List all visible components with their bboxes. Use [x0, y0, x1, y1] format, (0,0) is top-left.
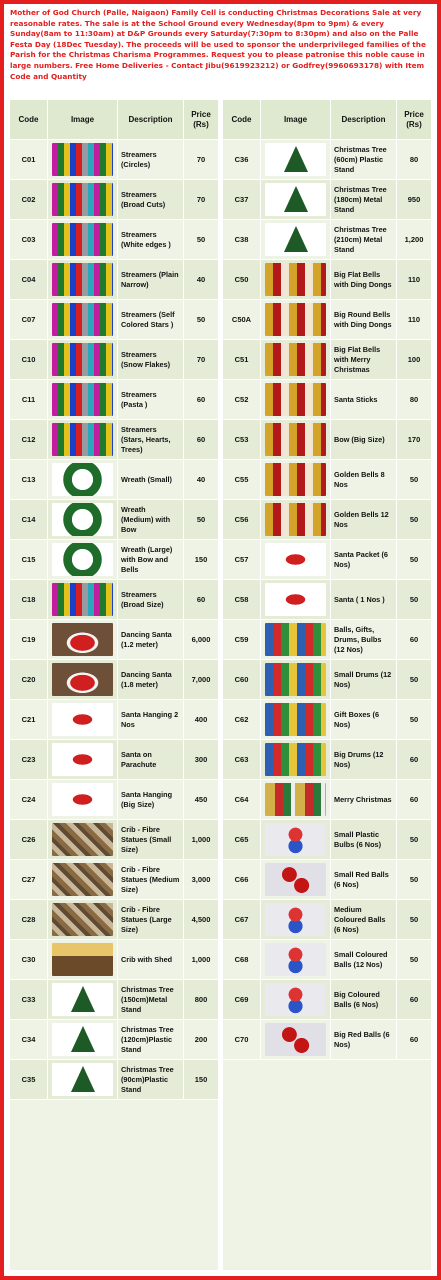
santa-image — [52, 663, 113, 696]
item-code: C55 — [223, 460, 261, 499]
item-description: Streamers (Self Colored Stars ) — [118, 300, 184, 339]
item-image-cell — [48, 300, 118, 339]
table-row — [10, 260, 218, 300]
hanging-santa-image — [52, 703, 113, 736]
item-code: C70 — [223, 1020, 261, 1059]
item-code: C02 — [10, 180, 48, 219]
wreath-image — [52, 503, 113, 536]
item-description: Golden Bells 8 Nos — [331, 460, 397, 499]
table-row — [10, 580, 218, 620]
item-price: 70 — [196, 355, 206, 364]
crib-image — [52, 823, 113, 856]
wreath-image — [52, 543, 113, 576]
santa-image — [52, 623, 113, 656]
item-image-cell — [261, 220, 331, 259]
item-price: 1,200 — [404, 235, 424, 244]
item-price: 50 — [409, 915, 419, 924]
item-code: C53 — [223, 420, 261, 459]
item-price: 4,500 — [191, 915, 211, 924]
table-row — [223, 420, 431, 460]
item-price: 450 — [194, 795, 208, 804]
item-code: C04 — [10, 260, 48, 299]
streamers-image — [52, 183, 113, 216]
item-image-cell — [48, 140, 118, 179]
item-code: C28 — [10, 900, 48, 939]
item-image-cell — [48, 780, 118, 819]
item-description: Crib with Shed — [118, 940, 184, 979]
item-price: 150 — [194, 555, 208, 564]
price-table-right — [223, 100, 431, 1270]
item-image-cell — [261, 380, 331, 419]
item-image-cell — [261, 660, 331, 699]
item-price: 400 — [194, 715, 208, 724]
item-image-cell — [48, 980, 118, 1019]
item-price: 40 — [196, 275, 206, 284]
streamers-image — [52, 263, 113, 296]
item-code: C24 — [10, 780, 48, 819]
header-description: Description — [331, 100, 397, 139]
item-price: 60 — [196, 595, 206, 604]
item-code: C58 — [223, 580, 261, 619]
item-price: 300 — [194, 755, 208, 764]
item-price: 50 — [196, 235, 206, 244]
item-description: Christmas Tree (90cm)Plastic Stand — [118, 1060, 184, 1099]
item-price: 800 — [194, 995, 208, 1004]
table-row — [223, 860, 431, 900]
item-description: Streamers (Broad Cuts) — [118, 180, 184, 219]
item-price: 50 — [409, 475, 419, 484]
table-row — [223, 220, 431, 260]
item-code: C35 — [10, 1060, 48, 1099]
table-row — [10, 780, 218, 820]
item-code: C59 — [223, 620, 261, 659]
red-balls-image — [265, 863, 326, 896]
item-image-cell — [261, 940, 331, 979]
item-code: C51 — [223, 340, 261, 379]
table-row — [10, 340, 218, 380]
item-description: Merry Christmas — [331, 780, 397, 819]
item-price: 110 — [407, 275, 421, 284]
table-row — [223, 340, 431, 380]
item-price: 50 — [409, 835, 419, 844]
item-description: Streamers (Broad Size) — [118, 580, 184, 619]
item-description: Small Coloured Balls (12 Nos) — [331, 940, 397, 979]
bells-image — [265, 343, 326, 376]
item-description: Big Coloured Balls (6 Nos) — [331, 980, 397, 1019]
table-row — [10, 500, 218, 540]
hanging-santa-image — [52, 743, 113, 776]
item-description: Santa on Parachute — [118, 740, 184, 779]
table-row — [10, 540, 218, 580]
table-row — [10, 700, 218, 740]
balls-image — [265, 903, 326, 936]
item-price: 3,000 — [191, 875, 211, 884]
table-row — [10, 940, 218, 980]
gift-box-image — [265, 663, 326, 696]
item-price: 60 — [409, 635, 419, 644]
item-code: C14 — [10, 500, 48, 539]
table-row — [223, 1020, 431, 1060]
table-row — [223, 940, 431, 980]
item-code: C52 — [223, 380, 261, 419]
item-price: 60 — [196, 435, 206, 444]
header-code: Code — [223, 100, 261, 139]
table-row — [10, 300, 218, 340]
christmas-tree-image — [265, 223, 326, 256]
item-price: 170 — [407, 435, 421, 444]
item-image-cell — [261, 700, 331, 739]
item-price: 50 — [409, 515, 419, 524]
item-code: C62 — [223, 700, 261, 739]
item-code: C23 — [10, 740, 48, 779]
hanging-santa-image — [265, 583, 326, 616]
table-row — [10, 980, 218, 1020]
item-description: Christmas Tree (180cm) Metal Stand — [331, 180, 397, 219]
item-code: C66 — [223, 860, 261, 899]
table-row — [10, 660, 218, 700]
item-description: Medium Coloured Balls (6 Nos) — [331, 900, 397, 939]
item-image-cell — [48, 900, 118, 939]
item-image-cell — [261, 580, 331, 619]
item-description: Big Round Bells with Ding Dongs — [331, 300, 397, 339]
crib-image — [52, 863, 113, 896]
item-price: 70 — [196, 195, 206, 204]
table-row — [10, 900, 218, 940]
wreath-image — [52, 463, 113, 496]
item-description: Dancing Santa (1.8 meter) — [118, 660, 184, 699]
item-price: 50 — [196, 515, 206, 524]
item-description: Big Flat Bells with Merry Christmas — [331, 340, 397, 379]
item-price: 60 — [409, 795, 419, 804]
balls-image — [265, 823, 326, 856]
item-image-cell — [48, 940, 118, 979]
sale-notice: Mother of God Church (Palle, Naigaon) Family Cell is conducting Christmas Decorations Sale at very reasonable rates. The sale is at the School Ground every Wednesday(8pm to 9pm) & every Sunday(8am to 11:30am) at D&P Grounds every Saturday(7:30pm to 8:30pm) and also on the Palle Festa Day (18Dec Tuesday). The proceeds will be used to sponsor the underprivileged families of the Parish for the Christmas Charisma Programmes. Request you to please patronise this noble cause in large numbers. Free Home Deliveries - Contact Jibu(9619923212) or Godfrey(9960693178) with Item Code and Quantity — [10, 8, 426, 81]
item-description: Balls, Gifts, Drums, Bulbs (12 Nos) — [331, 620, 397, 659]
item-code: C21 — [10, 700, 48, 739]
item-description: Santa Sticks — [331, 380, 397, 419]
item-image-cell — [48, 340, 118, 379]
merry-christmas-image — [265, 783, 326, 816]
bells-image — [265, 303, 326, 336]
crib-shed-image — [52, 943, 113, 976]
item-description: Small Drums (12 Nos) — [331, 660, 397, 699]
item-price: 60 — [196, 395, 206, 404]
table-row — [10, 140, 218, 180]
item-image-cell — [261, 820, 331, 859]
item-description: Big Red Balls (6 Nos) — [331, 1020, 397, 1059]
table-row — [223, 580, 431, 620]
item-price: 50 — [409, 875, 419, 884]
item-code: C11 — [10, 380, 48, 419]
item-price: 1,000 — [191, 955, 211, 964]
item-description: Santa Packet (6 Nos) — [331, 540, 397, 579]
table-row — [10, 1060, 218, 1100]
item-description: Wreath (Medium) with Bow — [118, 500, 184, 539]
item-image-cell — [48, 620, 118, 659]
table-row — [223, 500, 431, 540]
item-image-cell — [261, 780, 331, 819]
item-code: C67 — [223, 900, 261, 939]
item-code: C50 — [223, 260, 261, 299]
table-row — [223, 180, 431, 220]
item-image-cell — [48, 540, 118, 579]
item-description: Small Red Balls (6 Nos) — [331, 860, 397, 899]
table-row — [223, 980, 431, 1020]
rows-left — [10, 140, 218, 1100]
item-image-cell — [261, 140, 331, 179]
item-description: Dancing Santa (1.2 meter) — [118, 620, 184, 659]
streamers-image — [52, 423, 113, 456]
hanging-santa-image — [52, 783, 113, 816]
bells-image — [265, 263, 326, 296]
table-row — [10, 180, 218, 220]
item-description: Streamers (Plain Narrow) — [118, 260, 184, 299]
item-code: C50A — [223, 300, 261, 339]
item-code: C69 — [223, 980, 261, 1019]
streamers-image — [52, 223, 113, 256]
item-image-cell — [261, 1020, 331, 1059]
header-image: Image — [261, 100, 331, 139]
item-price: 6,000 — [191, 635, 211, 644]
item-code: C38 — [223, 220, 261, 259]
item-image-cell — [48, 1020, 118, 1059]
item-image-cell — [261, 980, 331, 1019]
item-code: C10 — [10, 340, 48, 379]
item-price: 200 — [194, 1035, 208, 1044]
christmas-tree-image — [265, 143, 326, 176]
crib-image — [52, 903, 113, 936]
item-price: 80 — [409, 395, 419, 404]
item-price: 1,000 — [191, 835, 211, 844]
item-image-cell — [261, 500, 331, 539]
item-code: C63 — [223, 740, 261, 779]
item-code: C60 — [223, 660, 261, 699]
item-code: C03 — [10, 220, 48, 259]
item-description: Streamers (Snow Flakes) — [118, 340, 184, 379]
item-image-cell — [261, 740, 331, 779]
item-price: 100 — [407, 355, 421, 364]
item-code: C07 — [10, 300, 48, 339]
item-image-cell — [48, 820, 118, 859]
table-row — [10, 420, 218, 460]
item-description: Christmas Tree (210cm) Metal Stand — [331, 220, 397, 259]
item-price: 50 — [409, 555, 419, 564]
bells-image — [265, 463, 326, 496]
item-description: Streamers (Stars, Hearts, Trees) — [118, 420, 184, 459]
item-description: Golden Bells 12 Nos — [331, 500, 397, 539]
red-balls-image — [265, 1023, 326, 1056]
streamers-image — [52, 583, 113, 616]
item-description: Crib - Fibre Statues (Small Size) — [118, 820, 184, 859]
gift-box-image — [265, 703, 326, 736]
item-code: C18 — [10, 580, 48, 619]
item-price: 110 — [407, 315, 421, 324]
table-row — [223, 660, 431, 700]
item-description: Santa Hanging (Big Size) — [118, 780, 184, 819]
item-code: C34 — [10, 1020, 48, 1059]
item-description: Streamers (White edges ) — [118, 220, 184, 259]
item-description: Streamers (Circles) — [118, 140, 184, 179]
item-description: Big Flat Bells with Ding Dongs — [331, 260, 397, 299]
table-row — [223, 740, 431, 780]
table-row — [223, 460, 431, 500]
item-code: C01 — [10, 140, 48, 179]
table-header-right — [223, 100, 431, 140]
christmas-tree-image — [52, 1063, 113, 1096]
item-code: C33 — [10, 980, 48, 1019]
item-image-cell — [261, 620, 331, 659]
table-row — [10, 860, 218, 900]
header-price: Price (Rs) — [191, 109, 211, 129]
item-image-cell — [261, 340, 331, 379]
item-image-cell — [261, 860, 331, 899]
gift-box-image — [265, 623, 326, 656]
header-price: Price (Rs) — [404, 109, 424, 129]
item-image-cell — [261, 460, 331, 499]
item-code: C20 — [10, 660, 48, 699]
rows-right — [223, 140, 431, 1060]
table-row — [10, 740, 218, 780]
item-price: 50 — [409, 715, 419, 724]
item-price: 70 — [196, 155, 206, 164]
item-code: C65 — [223, 820, 261, 859]
item-description: Christmas Tree (60cm) Plastic Stand — [331, 140, 397, 179]
item-price: 40 — [196, 475, 206, 484]
item-image-cell — [261, 900, 331, 939]
gift-box-image — [265, 743, 326, 776]
item-image-cell — [261, 260, 331, 299]
table-row — [223, 620, 431, 660]
table-row — [223, 900, 431, 940]
item-image-cell — [48, 700, 118, 739]
table-row — [10, 220, 218, 260]
item-price: 150 — [194, 1075, 208, 1084]
item-code: C36 — [223, 140, 261, 179]
item-code: C12 — [10, 420, 48, 459]
hanging-santa-image — [265, 543, 326, 576]
table-row — [223, 700, 431, 740]
item-image-cell — [48, 260, 118, 299]
item-code: C13 — [10, 460, 48, 499]
bells-image — [265, 423, 326, 456]
item-price: 60 — [409, 995, 419, 1004]
item-description: Bow (Big Size) — [331, 420, 397, 459]
item-code: C27 — [10, 860, 48, 899]
streamers-image — [52, 303, 113, 336]
item-description: Big Drums (12 Nos) — [331, 740, 397, 779]
item-code: C68 — [223, 940, 261, 979]
table-row — [10, 460, 218, 500]
item-image-cell — [48, 580, 118, 619]
item-price: 50 — [409, 675, 419, 684]
streamers-image — [52, 343, 113, 376]
table-row — [10, 620, 218, 660]
item-description: Wreath (Small) — [118, 460, 184, 499]
bells-image — [265, 383, 326, 416]
item-image-cell — [261, 180, 331, 219]
item-price: 60 — [409, 1035, 419, 1044]
item-description: Santa Hanging 2 Nos — [118, 700, 184, 739]
item-description: Wreath (Large) with Bow and Bells — [118, 540, 184, 579]
item-code: C64 — [223, 780, 261, 819]
header-code: Code — [10, 100, 48, 139]
item-code: C30 — [10, 940, 48, 979]
christmas-tree-image — [265, 183, 326, 216]
balls-image — [265, 983, 326, 1016]
item-description: Gift Boxes (6 Nos) — [331, 700, 397, 739]
item-description: Small Plastic Bulbs (6 Nos) — [331, 820, 397, 859]
item-price: 80 — [409, 155, 419, 164]
table-row — [10, 380, 218, 420]
item-image-cell — [48, 380, 118, 419]
item-price: 50 — [409, 595, 419, 604]
item-image-cell — [48, 1060, 118, 1099]
christmas-tree-image — [52, 983, 113, 1016]
christmas-tree-image — [52, 1023, 113, 1056]
item-price: 50 — [409, 955, 419, 964]
item-image-cell — [48, 220, 118, 259]
item-price: 60 — [409, 755, 419, 764]
price-table-left — [10, 100, 218, 1270]
item-code: C15 — [10, 540, 48, 579]
item-description: Christmas Tree (150cm)Metal Stand — [118, 980, 184, 1019]
table-row — [223, 380, 431, 420]
item-description: Streamers (Pasta ) — [118, 380, 184, 419]
item-price: 50 — [196, 315, 206, 324]
item-code: C57 — [223, 540, 261, 579]
item-code: C19 — [10, 620, 48, 659]
table-row — [10, 1020, 218, 1060]
table-row — [223, 260, 431, 300]
item-description: Christmas Tree (120cm)Plastic Stand — [118, 1020, 184, 1059]
table-row — [223, 780, 431, 820]
item-image-cell — [48, 500, 118, 539]
header-image: Image — [48, 100, 118, 139]
header-description: Description — [118, 100, 184, 139]
table-header-left — [10, 100, 218, 140]
table-row — [223, 140, 431, 180]
item-price: 7,000 — [191, 675, 211, 684]
item-description: Santa ( 1 Nos ) — [331, 580, 397, 619]
item-code: C56 — [223, 500, 261, 539]
table-row — [223, 820, 431, 860]
table-row — [223, 300, 431, 340]
streamers-image — [52, 143, 113, 176]
bells-image — [265, 503, 326, 536]
item-image-cell — [48, 860, 118, 899]
table-row — [10, 820, 218, 860]
balls-image — [265, 943, 326, 976]
item-image-cell — [261, 540, 331, 579]
item-image-cell — [48, 180, 118, 219]
item-code: C26 — [10, 820, 48, 859]
item-image-cell — [48, 460, 118, 499]
table-row — [223, 540, 431, 580]
item-image-cell — [48, 420, 118, 459]
item-image-cell — [48, 740, 118, 779]
item-image-cell — [261, 300, 331, 339]
streamers-image — [52, 383, 113, 416]
item-price: 950 — [407, 195, 421, 204]
item-code: C37 — [223, 180, 261, 219]
item-image-cell — [48, 660, 118, 699]
item-description: Crib - Fibre Statues (Large Size) — [118, 900, 184, 939]
item-image-cell — [261, 420, 331, 459]
item-description: Crib - Fibre Statues (Medium Size) — [118, 860, 184, 899]
